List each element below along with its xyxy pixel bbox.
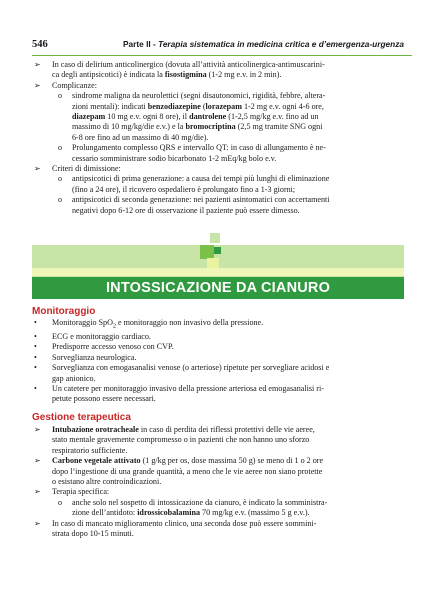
running-header [32, 39, 404, 53]
arrow-bullet-icon: ➢ [34, 60, 41, 69]
decor-square [207, 258, 219, 268]
section-banner-title: INTOSSICAZIONE DA CIANURO [32, 277, 404, 299]
circle-bullet-icon: o [58, 143, 63, 153]
sub-list-item: o antipsicotici di seconda generazione: nei pazienti asintomatici con accertamenti negativi dopo 6-12 ore di osservazione il paziente può essere dimesso. [58, 195, 330, 215]
arrow-bullet-icon: ➢ [34, 456, 41, 466]
list-item: • Sorveglianza con emogasanalisi venose (o arteriose) ripetute per sorvegliare acidosi e gap anionico. [34, 363, 330, 383]
section-title: Terapia sistematica in medicina critica e d’emergenza-urgenza [158, 39, 404, 49]
sub-list-item: o antipsicotici di prima generazione: a causa dei tempi più lunghi di eliminazione (fino a 24 ore), il ricovero ospedaliero è prolungato fino a 1-3 giorni; [58, 174, 330, 194]
arrow-bullet-icon: ➢ [34, 164, 41, 174]
monitoraggio-heading: Monitoraggio [32, 306, 96, 317]
list-item: • ECG e monitoraggio cardiaco. [34, 332, 151, 342]
gestione-heading: Gestione terapeutica [32, 412, 131, 423]
running-title: Parte II - Terapia sistematica in medicina critica e d’emergenza-urgenza [123, 39, 404, 49]
dot-bullet-icon: • [34, 352, 37, 362]
page-number: 546 [32, 39, 48, 50]
circle-bullet-icon: o [58, 195, 63, 205]
sub-list-item: o sindrome maligna da neurolettici (segni disautonomici, rigidità, febbre, altera- zioni mentali): indicati benzodiazepine (lorazepam 1-2 mg e.v. ogni 4-6 ore, diazepam 10 mg e.v. ogni 8 ore), il dantrolene (1-2,5 mg/kg e.v. fino ad un massimo di 10 mg/kg/die e.v.) e la bromocriptina (2,5 mg tramite SNG ogni 6-8 ore fino ad un massimo di 40 mg/die). [58, 91, 326, 142]
list-item: • Un catetere per monitoraggio invasivo della pressione arteriosa ed emogasanalisi ri- petute possono essere necessari. [34, 384, 324, 404]
dot-bullet-icon: • [34, 363, 37, 373]
top-text-block [32, 60, 400, 216]
gestione-list [32, 425, 400, 539]
part-label: Parte II [123, 39, 151, 49]
list-item: ➢ Complicanze: [34, 80, 97, 90]
banner-stripe [32, 268, 404, 276]
decor-square [214, 247, 221, 254]
arrow-bullet-icon: ➢ [34, 487, 41, 497]
arrow-bullet-icon: ➢ [34, 80, 41, 90]
arrow-bullet-icon: ➢ [34, 518, 41, 528]
circle-bullet-icon: o [58, 497, 63, 507]
list-item: • Sorveglianza neurologica. [34, 352, 137, 362]
header-rule [32, 55, 412, 56]
list-item: ➢ Terapia specifica: [34, 487, 110, 497]
dot-bullet-icon: • [34, 342, 37, 352]
sub-list-item: o anche solo nel sospetto di intossicazione da cianuro, è indicato la somministra- zione dell’antidoto: idrossicobalamina 70 mg/kg e.v. (massimo 5 g e.v.). [58, 497, 328, 518]
arrow-bullet-icon: ➢ [34, 425, 41, 434]
list-item: ➢ In caso di delirium anticolinergico (dovuta all’attività anticolinergica-antimuscarini- ca degli antipsicotici) è indicata la fisostigmina (1-2 mg e.v. in 2 min). [34, 60, 325, 80]
circle-bullet-icon: o [58, 91, 63, 101]
list-item: ➢ Criteri di dimissione: [34, 164, 121, 174]
dot-bullet-icon: • [34, 318, 37, 327]
monitoraggio-list [32, 318, 400, 405]
list-item: ➢ Carbone vegetale attivato (1 g/kg per os, dose massima 50 g) se meno di 1 o 2 ore dopo l’ingestione di una grande quantità, a meno che le vie aeree non siano protette o esistano altre controindicazioni. [34, 456, 324, 487]
dot-bullet-icon: • [34, 332, 37, 342]
list-item: ➢ In caso di mancato miglioramento clinico, una seconda dose può essere sommini- strata dopo 10-15 minuti. [34, 518, 317, 539]
list-item: • Monitoraggio SpO$_2$ e monitoraggio non invasivo della pressione. [34, 318, 264, 330]
list-item: • Predisporre accesso venoso con CVP. [34, 342, 174, 352]
sub-list-item: o Prolungamento complesso QRS e intervallo QT: in caso di allungamento è ne- cessario somministrare sodio bicarbonato 1-2 mEq/kg bolo e.v. [58, 143, 326, 163]
decor-square [210, 233, 220, 243]
dot-bullet-icon: • [34, 384, 37, 394]
list-item: ➢ Intubazione orotracheale in caso di perdita dei riflessi protettivi delle vie aeree, stato mentale gravemente compromesso o in pazienti che non hanno uno sforzo respiratorio sufficiente. [34, 425, 315, 455]
decor-square [200, 245, 214, 259]
circle-bullet-icon: o [58, 174, 63, 184]
